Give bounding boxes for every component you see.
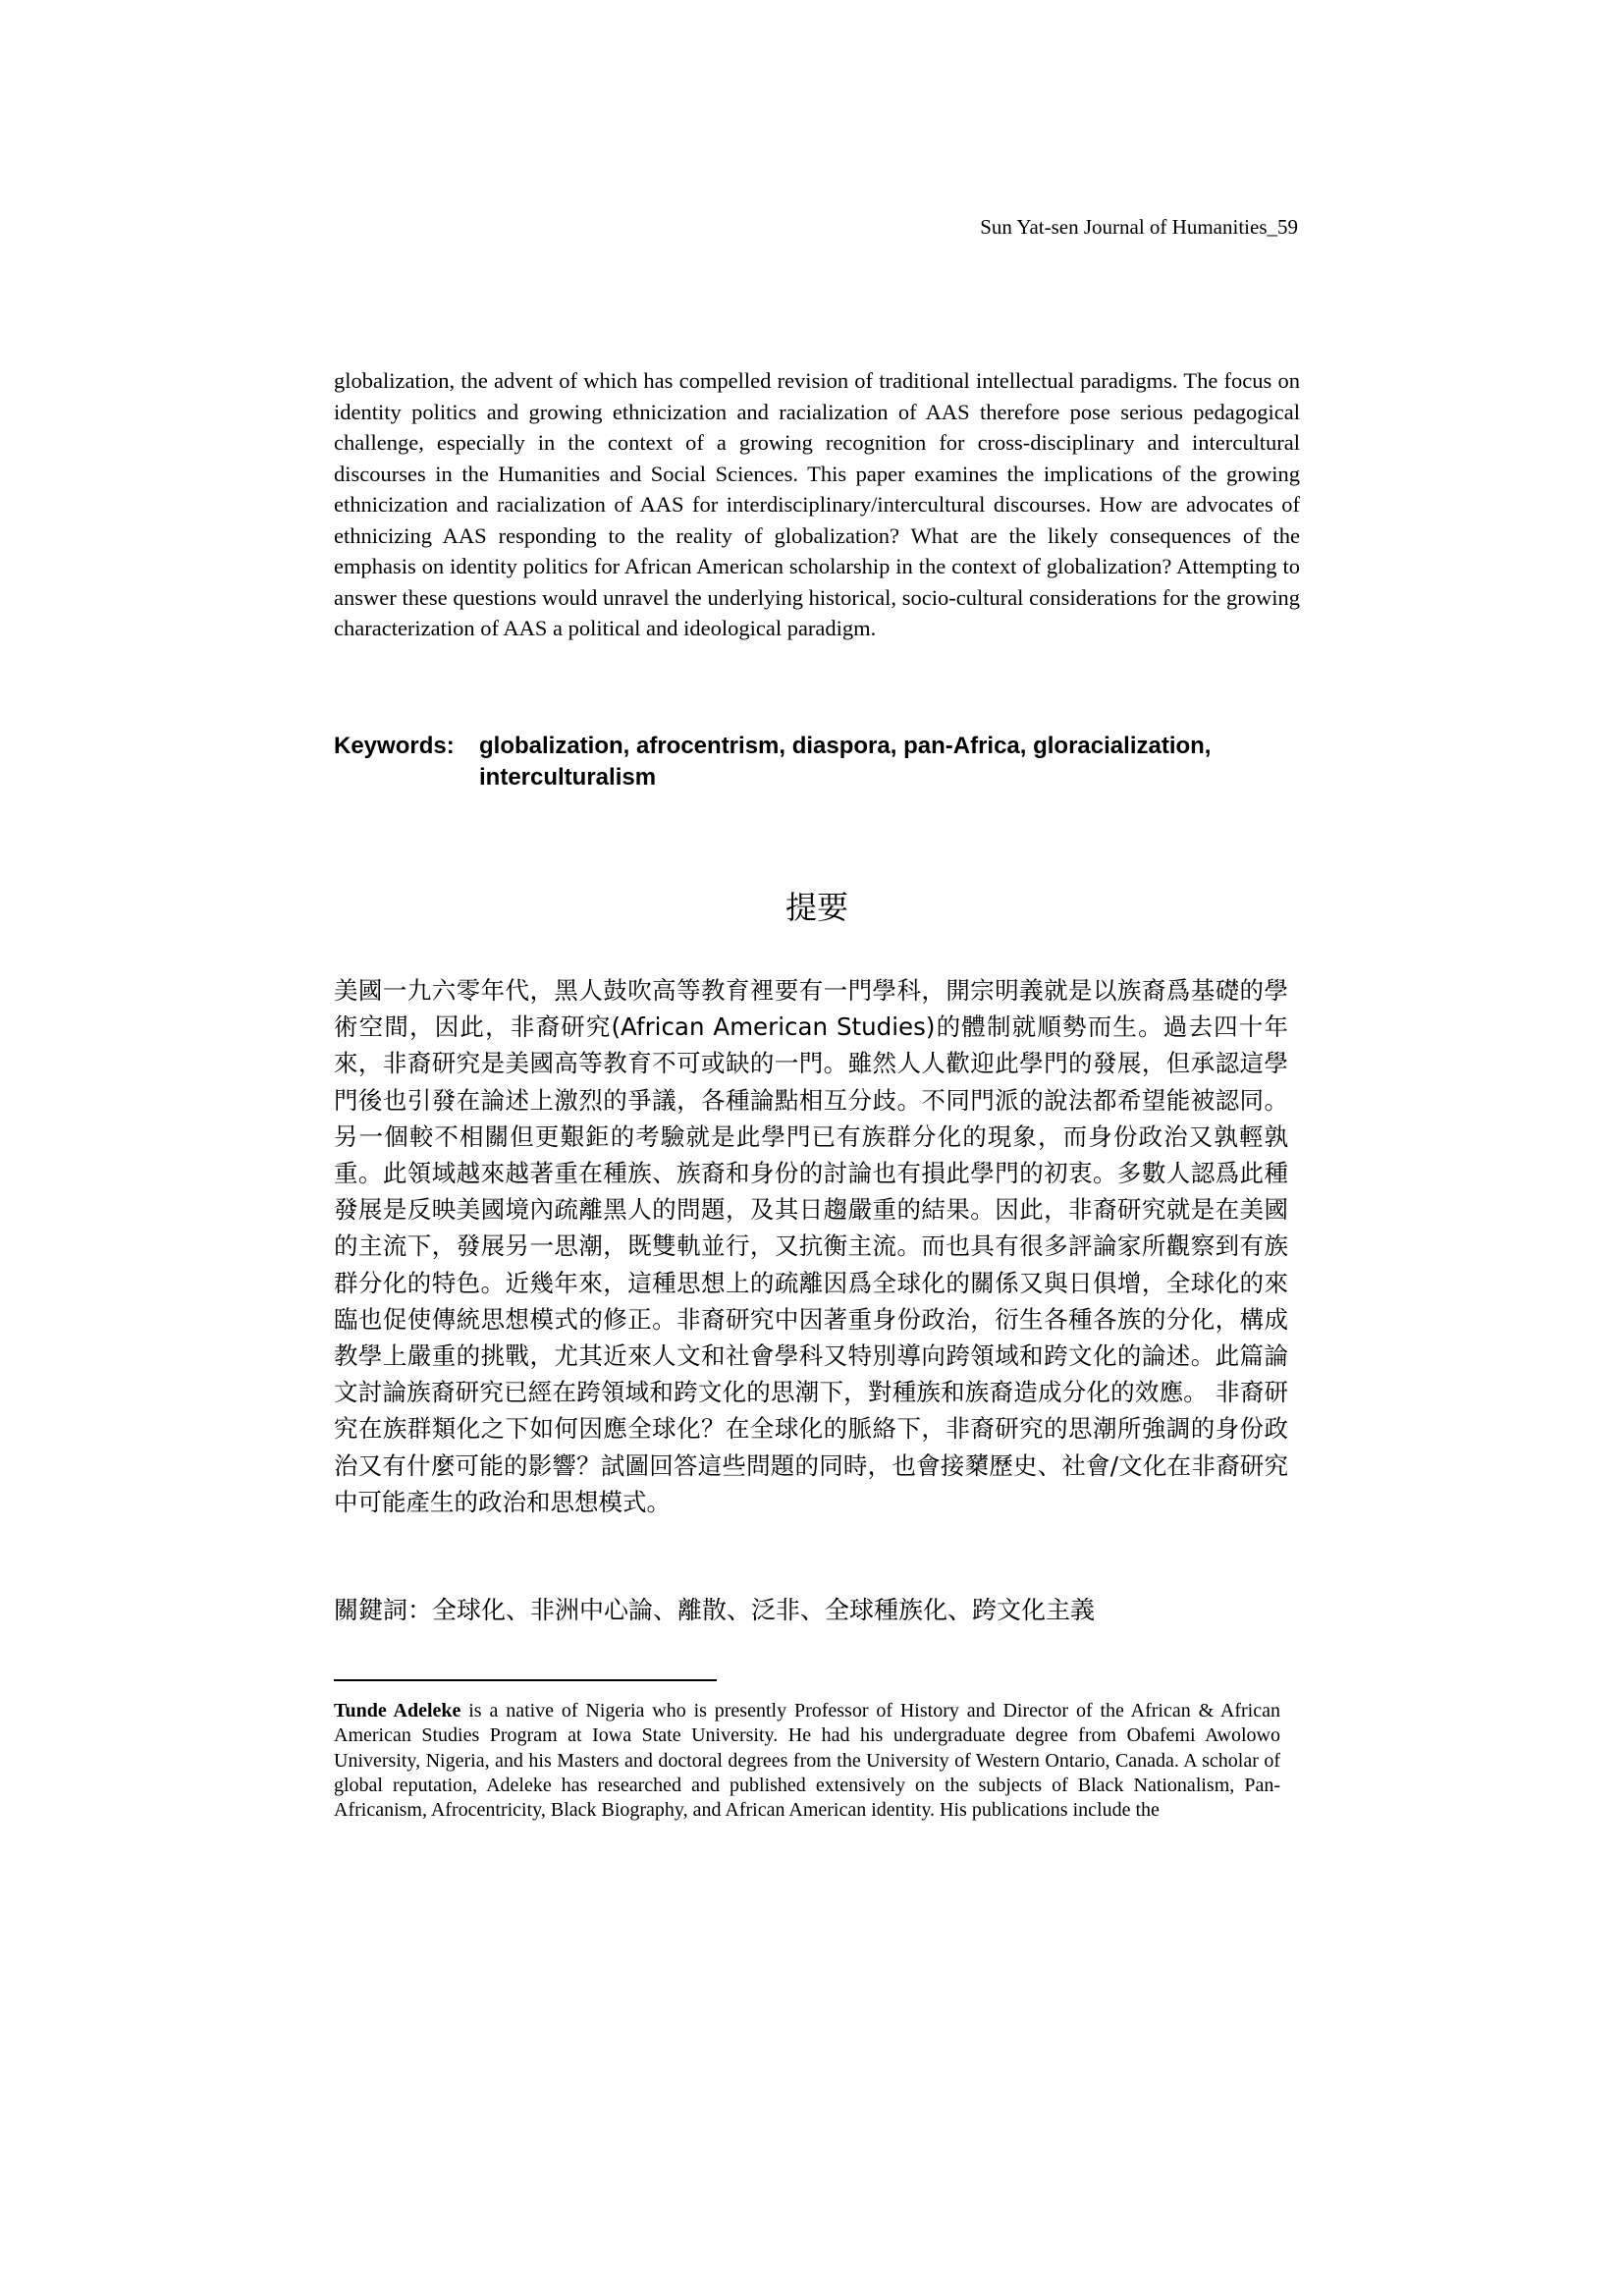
chinese-keywords: 關鍵詞：全球化、非洲中心論、離散、泛非、全球種族化、跨文化主義 bbox=[334, 1596, 1096, 1624]
keywords-label: Keywords: bbox=[334, 733, 455, 759]
footnote-author-name: Tunde Adeleke bbox=[334, 1700, 461, 1722]
running-header: Sun Yat-sen Journal of Humanities_59 bbox=[980, 215, 1298, 239]
english-keywords bbox=[334, 731, 1316, 793]
author-footnote bbox=[334, 1699, 1280, 1823]
footnote-author-bio: is a native of Nigeria who is presently Professor of History and Director of the African & African American Studies Program at Iowa State University. He had his undergraduate degree from Obafemi Awolowo University, Nigeria, and his Masters and doctoral degrees from the University of Western Ontario, Canada. A scholar of global reputation, Adeleke has researched and published extensively on the subjects of Black Nationalism, Pan-Africanism, Afrocentricity, Black Biography, and African American identity. His publications include the bbox=[334, 1700, 1280, 1822]
keywords-list: globalization, afrocentrism, diaspora, pan-Africa, gloracialization, interculturalism bbox=[479, 733, 1212, 791]
chinese-abstract: 美國一九六零年代，黑人鼓吹高等教育裡要有一門學科，開宗明義就是以族裔爲基礎的學術空間，因此，非裔研究(African American Studies)的體制就順勢而生。過去四十年來，非裔研究是美國高等教育不可或缺的一門。雖然人人歡迎此學門的發展，但承認這學門後也引發在論述上激烈的爭議，各種論點相互分歧。不同門派的說法都希望能被認同。另一個較不相關但更艱鉅的考驗就是此學門已有族群分化的現象，而身份政治又孰輕孰重。此領域越來越著重在種族、族裔和身份的討論也有損此學門的初衷。多數人認爲此種發展是反映美國境內疏離黑人的問題，及其日趨嚴重的結果。因此，非裔研究就是在美國的主流下，發展另一思潮，既雙軌並行，又抗衡主流。而也具有很多評論家所觀察到有族群分化的特色。近幾年來，這種思想上的疏離因爲全球化的關係又與日俱增，全球化的來臨也促使傳統思想模式的修正。非裔研究中因著重身份政治，衍生各種各族的分化，構成教學上嚴重的挑戰，尤其近來人文和社會學科又特別導向跨領域和跨文化的論述。此篇論文討論族裔研究已經在跨領域和跨文化的思潮下，對種族和族裔造成分化的效應。 非裔研究在族群類化之下如何因應全球化？在全球化的脈絡下，非裔研究的思潮所強調的身份政治又有什麼可能的影響？試圖回答這些問題的同時，也會接櫫歷史、社會/文化在非裔研究中可能產生的政治和思想模式。 bbox=[334, 976, 1288, 1516]
chinese-abstract-heading: 提要 bbox=[784, 889, 848, 926]
english-abstract: globalization, the advent of which has compelled revision of traditional intellectual paradigms. The focus on identity politics and growing ethnicization and racialization of AAS therefore pose serious pedagogical challenge, especially in the context of a growing recognition for cross-disciplinary and intercultural discourses in the Humanities and Social Sciences. This paper examines the implications of the growing ethnicization and racialization of AAS for interdisciplinary/intercultural discourses. How are advocates of ethnicizing AAS responding to the reality of globalization? What are the likely consequences of the emphasis on identity politics for African American scholarship in the context of globalization? Attempting to answer these questions would unravel the underlying historical, socio-cultural considerations for the growing characterization of AAS a political and ideological paradigm. bbox=[334, 368, 1300, 640]
footnote-divider bbox=[334, 1679, 717, 1681]
